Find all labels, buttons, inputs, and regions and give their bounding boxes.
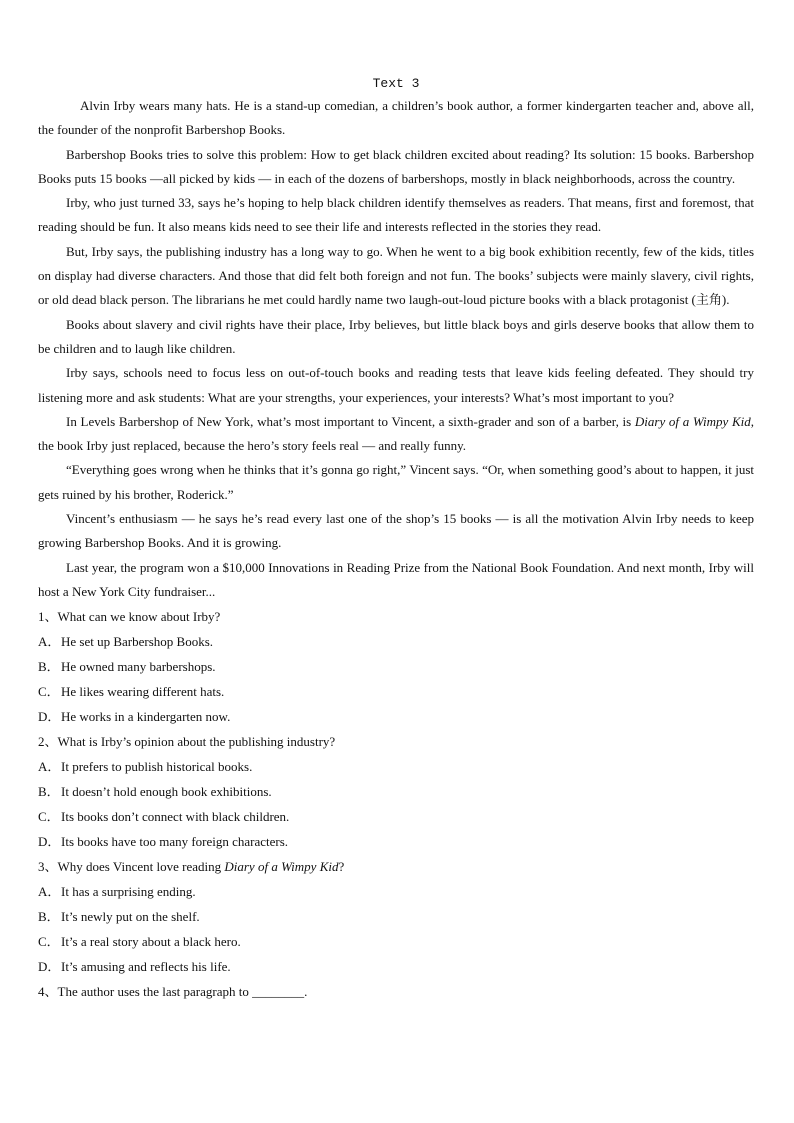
option-letter: D．	[38, 959, 61, 975]
book-title: Diary of a Wimpy Kid	[224, 859, 339, 875]
paragraph-7-text-before: In Levels Barbershop of New York, what’s most important to Vincent, a sixth-grader and son of a barber, is	[66, 413, 635, 429]
option-2b[interactable]	[38, 779, 754, 804]
option-text: He set up Barbershop Books.	[61, 634, 214, 650]
option-3a[interactable]	[38, 879, 754, 904]
paragraph-8: “Everything goes wrong when he thinks that it’s gonna go right,” Vincent says. “Or, when something good’s about to happen, it just gets ruined by his brother, Roderick.”	[38, 462, 754, 502]
page-title: Text 3	[372, 76, 420, 91]
option-2a[interactable]	[38, 754, 754, 779]
paragraph-5: Books about slavery and civil rights have their place, Irby believes, but little black boys and girls deserve books that allow them to be children and to laugh like children.	[38, 316, 754, 356]
paragraph-2: Barbershop Books tries to solve this problem: How to get black children excited about reading? Its solution: 15 books. Barbershop Books puts 15 books —all picked by kids — in each of the dozens of barbershops, mostly in black neighborhoods, across the country.	[38, 146, 754, 186]
option-2d[interactable]	[38, 829, 754, 854]
question-text: What can we know about Irby?	[57, 609, 221, 625]
question-text-before: Why does Vincent love reading	[57, 859, 225, 875]
option-text: It has a surprising ending.	[61, 884, 196, 900]
question-number: 2、	[38, 734, 58, 750]
paragraph-10: Last year, the program won a $10,000 Innovations in Reading Prize from the National Book Foundation. And next month, Irby will host a New York City fundraiser...	[38, 559, 754, 599]
question-1	[38, 604, 754, 629]
option-text: It doesn’t hold enough book exhibitions.	[61, 784, 272, 800]
question-2	[38, 729, 754, 754]
option-3d[interactable]	[38, 954, 754, 979]
option-letter: D．	[38, 709, 61, 725]
option-text: It’s newly put on the shelf.	[61, 909, 200, 925]
paragraph-3: Irby, who just turned 33, says he’s hoping to help black children identify themselves as readers. That means, first and foremost, that reading should be fun. It also means kids need to see their life and interests reflected in the stories they read.	[38, 195, 754, 235]
question-number: 1、	[38, 609, 58, 625]
option-1b[interactable]	[38, 654, 754, 679]
option-3b[interactable]	[38, 904, 754, 929]
option-letter: B．	[38, 909, 60, 925]
question-3	[38, 854, 754, 879]
paragraph-4: But, Irby says, the publishing industry has a long way to go. When he went to a big book exhibition recently, few of the kids, titles on display had diverse characters. And those that did felt both foreign and not fun. The books’ subjects were mainly slavery, civil rights, or old dead black person. The librarians he met could hardly name two laugh-out-loud picture books with a black protagonist (主角).	[38, 243, 754, 308]
question-text: What is Irby’s opinion about the publishing industry?	[57, 734, 336, 750]
option-text: It’s a real story about a black hero.	[61, 934, 241, 950]
option-letter: B．	[38, 784, 60, 800]
option-letter: D．	[38, 834, 61, 850]
option-text: It prefers to publish historical books.	[61, 759, 253, 775]
book-title: Diary of a Wimpy Kid	[634, 413, 751, 429]
paragraph-7-text-after: , the book Irby just replaced, because the hero’s story feels real — and really funny.	[38, 413, 755, 454]
option-2c[interactable]	[38, 804, 754, 829]
option-letter: C．	[38, 684, 60, 700]
option-3c[interactable]	[38, 929, 754, 954]
option-text: Its books don’t connect with black children.	[61, 809, 290, 825]
paragraph-1: Alvin Irby wears many hats. He is a stand-up comedian, a children’s book author, a former kindergarten teacher and, above all, the founder of the nonprofit Barbershop Books.	[38, 98, 754, 138]
option-letter: B．	[38, 659, 60, 675]
option-1a[interactable]	[38, 629, 754, 654]
option-text: It’s amusing and reflects his life.	[61, 959, 231, 975]
option-text: He likes wearing different hats.	[61, 684, 225, 700]
option-letter: C．	[38, 934, 60, 950]
option-letter: A．	[38, 634, 61, 650]
option-letter: C．	[38, 809, 60, 825]
question-text: The author uses the last paragraph to ________.	[57, 984, 308, 1000]
option-1d[interactable]	[38, 704, 754, 729]
option-text: Its books have too many foreign characters.	[61, 834, 289, 850]
document-page	[38, 74, 754, 1004]
option-text: He works in a kindergarten now.	[61, 709, 231, 725]
option-letter: A．	[38, 884, 61, 900]
question-number: 4、	[38, 984, 58, 1000]
option-letter: A．	[38, 759, 61, 775]
question-text-after: ?	[338, 859, 345, 875]
option-1c[interactable]	[38, 679, 754, 704]
question-number: 3、	[38, 859, 58, 875]
paragraph-7	[38, 410, 754, 459]
paragraph-6: Irby says, schools need to focus less on out-of-touch books and reading tests that leave kids feeling defeated. They should try listening more and ask students: What are your strengths, your experiences, your interests? What’s most important to you?	[38, 365, 754, 405]
option-text: He owned many barbershops.	[61, 659, 216, 675]
paragraph-9: Vincent’s enthusiasm — he says he’s read every last one of the shop’s 15 books — is all the motivation Alvin Irby needs to keep growing Barbershop Books. And it is growing.	[38, 511, 754, 551]
question-4	[38, 979, 754, 1004]
